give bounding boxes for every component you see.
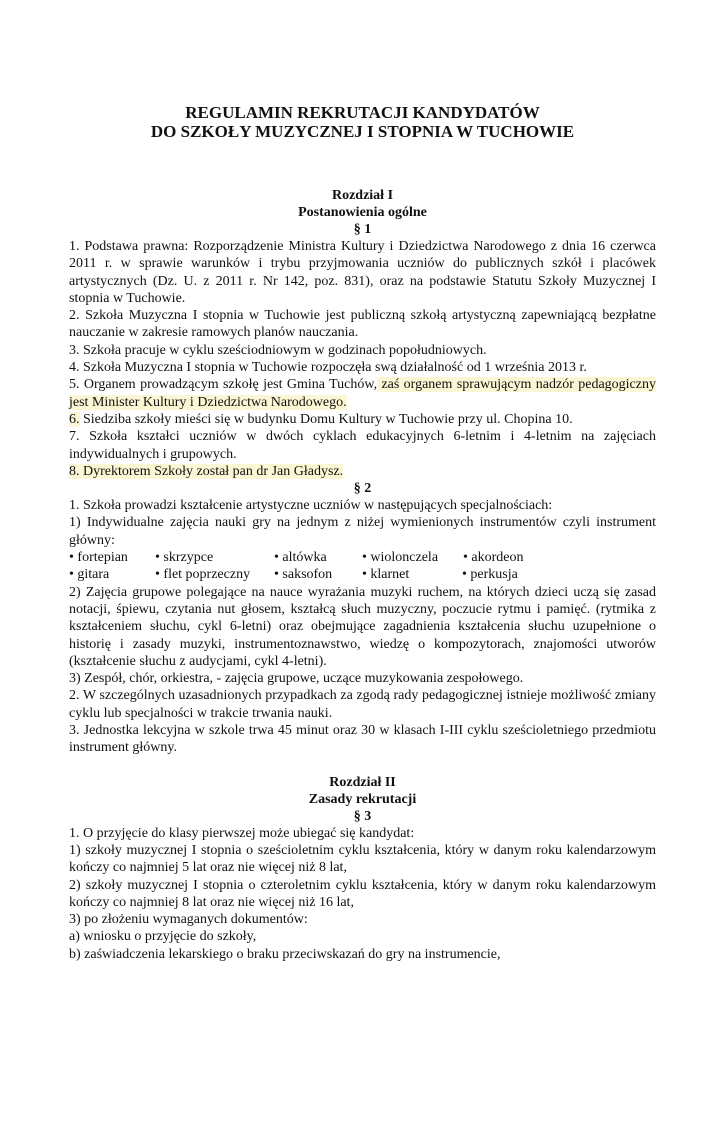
sec2-paragraph-6: 3. Jednostka lekcyjna w szkole trwa 45 minut oraz 30 w klasach I-III cyklu sześcioletniego przedmiotu instrument główny. [69, 723, 656, 756]
sec1-paragraph-7: 7. Szkoła kształci uczniów w dwóch cyklach edukacyjnych 6-letnim i 4-letnim na zajęciach indywidualnych i grupowych. [69, 429, 656, 462]
sec2-paragraph-1: 1. Szkoła prowadzi kształcenie artystyczne uczniów w następujących specjalnościach: [69, 498, 553, 514]
sec1-paragraph-6-number: 6. [69, 411, 80, 427]
sec1-paragraph-4: 4. Szkoła Muzyczna I stopnia w Tuchowie rozpoczęła swą działalność od 1 września 2013 r. [69, 360, 587, 376]
chapter2-heading: Rozdział II [329, 774, 396, 790]
instrument-item: • akordeon [463, 550, 524, 566]
instrument-item: • flet poprzeczny [155, 567, 251, 583]
chapter1-heading: Rozdział I [331, 188, 394, 203]
instrument-item: • perkusja [462, 567, 518, 583]
instrument-list-row-2 [69, 566, 656, 583]
instrument-item: • skrzypce [155, 550, 214, 566]
sec1-paragraph-1: 1. Podstawa prawna: Rozporządzenie Ministra Kultury i Dziedzictwa Narodowego z dnia 16 czerwca 2011 r. w sprawie warunków i trybu przyjmowania uczniów do publicznych szkół i placówek artystycznych (Dz. U. z 2011 r. Nr 142, poz. 831), oraz na podstawie Statutu Szkoły Muzycznej I stopnia w Tuchowie. [69, 239, 656, 306]
section1-mark: § 1 [353, 222, 372, 237]
sec1-paragraph-5-highlight: zaś organem sprawującym nadzór pedagogiczny jest Minister Kultury i Dziedzictwa Narodowego. [69, 377, 656, 410]
instrument-item: • saksofon [274, 567, 333, 583]
sec1-paragraph-3: 3. Szkoła pracuje w cyklu sześciodniowym w godzinach popołudniowych. [69, 342, 487, 358]
instrument-item: • wiolonczela [362, 550, 439, 566]
sec1-paragraph-5-part-a: 5. Organem prowadzącym szkołę jest Gmina Tuchów, [69, 377, 378, 393]
sec3-paragraph-3: 2) szkoły muzycznej I stopnia o czteroletnim cyklu kształcenia, który w danym roku kalendarzowym kończy co najmniej 8 lat oraz nie więcej niż 16 lat, [69, 877, 656, 910]
sec1-paragraph-8 [69, 463, 656, 480]
instrument-item: • gitara [69, 567, 110, 583]
sec1-paragraph-6 [69, 411, 656, 428]
sec2-paragraph-4: 3) Zespół, chór, orkiestra, - zajęcia grupowe, uczące muzykowania zespołowego. [69, 671, 524, 687]
sec3-paragraph-1: 1. O przyjęcie do klasy pierwszej może ubiegać się kandydat: [69, 825, 415, 841]
instrument-list-row-1 [69, 549, 656, 566]
section2-mark: § 2 [353, 481, 372, 497]
document-title-line2: DO SZKOŁY MUZYCZNEJ I STOPNIA W TUCHOWIE [150, 122, 575, 141]
document-title-line1: REGULAMIN REKRUTACJI KANDYDATÓW [185, 103, 540, 122]
sec1-paragraph-8-highlight: 8. Dyrektorem Szkoły został pan dr Jan Gładysz. [69, 463, 344, 479]
instrument-item: • klarnet [362, 567, 410, 583]
sec3-paragraph-6: b) zaświadczenia lekarskiego o braku przeciwskazań do gry na instrumencie, [69, 946, 501, 962]
sec1-paragraph-2: 2. Szkoła Muzyczna I stopnia w Tuchowie jest publiczną szkołą artystyczną zapewniającą bezpłatne nauczanie w zakresie ramowych planów nauczania. [69, 308, 656, 341]
sec3-paragraph-4: 3) po złożeniu wymaganych dokumentów: [69, 912, 308, 928]
instrument-item: • fortepian [69, 550, 128, 566]
sec2-paragraph-3: 2) Zajęcia grupowe polegające na nauce wyrażania muzyki ruchem, na których dzieci uczą się zasad notacji, śpiewu, czytania nut głosem, kształcą słuch muzyczny, poczucie rytmu i pamięć. (rytmika z kształceniem słuchu, cykl 6-letni) oraz obejmujące zagadnienia kształcenia słuchu uzupełnione o historię i zasady muzyki, instrumentoznawstwo, wiedzę o kompozytorach, znajomości utworów (kształcenie słuchu z audycjami, cykl 4-letni). [69, 584, 656, 669]
sec3-paragraph-5: a) wniosku o przyjęcie do szkoły, [69, 929, 257, 945]
chapter2-subheading: Zasady rekrutacji [308, 791, 417, 807]
chapter1-subheading: Postanowienia ogólne [298, 205, 427, 220]
sec2-paragraph-5: 2. W szczególnych uzasadnionych przypadkach za zgodą rady pedagogicznej istnieje możliwość zmiany cyklu lub specjalności w trakcie trwania nauki. [69, 688, 656, 721]
instrument-item: • altówka [274, 550, 327, 566]
document-page [0, 103, 725, 1127]
sec3-paragraph-2: 1) szkoły muzycznej I stopnia o sześcioletnim cyklu kształcenia, który w danym roku kalendarzowym kończy co najmniej 5 lat oraz nie więcej niż 8 lat, [69, 842, 656, 876]
sec1-paragraph-6-text: Siedziba szkoły mieści się w budynku Domu Kultury w Tuchowie przy ul. Chopina 10. [79, 411, 573, 427]
sec1-paragraph-5 [69, 376, 656, 411]
section3-mark: § 3 [353, 808, 372, 824]
sec2-paragraph-2: 1) Indywidualne zajęcia nauki gry na jednym z niżej wymienionych instrumentów czyli instrument główny: [69, 515, 656, 548]
